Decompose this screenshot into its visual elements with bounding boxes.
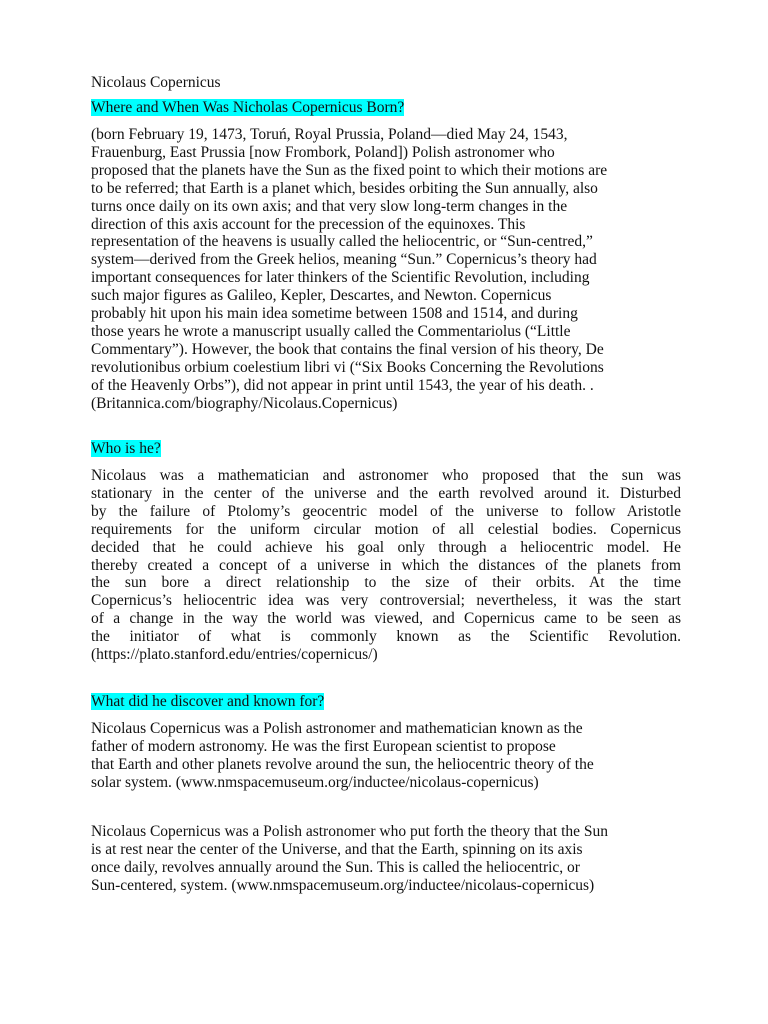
text-line: to be referred; that Earth is a planet which, besides orbiting the Sun annually, also [91,179,598,197]
text-line: probably hit upon his main idea sometime between 1508 and 1514, and during [91,305,578,323]
text-line: once daily, revolves annually around the Sun. This is called the heliocentric, or [91,858,580,876]
text-line: by the failure of Ptolomy’s geocentric model of the universe to follow Aristotle [91,502,681,520]
text-line: requirements for the uniform circular motion of all celestial bodies. Copernicus [91,520,681,538]
highlighted-heading-text: Who is he? [91,440,161,457]
section-heading-discover [91,693,324,711]
text-line: that Earth and other planets revolve around the sun, the heliocentric theory of the [91,755,594,773]
text-line: of the Heavenly Orbs”), did not appear in print until 1543, the year of his death. . [91,376,594,394]
text-line: decided that he could achieve his goal only through a heliocentric model. He [91,538,681,556]
text-line: system—derived from the Greek helios, meaning “Sun.” Copernicus’s theory had [91,251,597,269]
text-line: solar system. (www.nmspacemuseum.org/inductee/nicolaus-copernicus) [91,773,539,791]
highlighted-heading-text: What did he discover and known for? [91,693,325,710]
text-line: the sun bore a direct relationship to the size of their orbits. At the time [91,574,681,592]
section-heading-who [91,440,161,458]
text-line: those years he wrote a manuscript usually called the Commentariolus (“Little [91,322,571,340]
paragraph-who [91,467,681,664]
text-line: Sun-centered, system. (www.nmspacemuseum.org/inductee/nicolaus-copernicus) [91,876,595,894]
text-line: father of modern astronomy. He was the first European scientist to propose [91,737,556,755]
text-line: the initiator of what is commonly known as the Scientific Revolution. [91,628,681,646]
text-line: (https://plato.stanford.edu/entries/copernicus/) [91,646,378,664]
text-line: important consequences for later thinkers of the Scientific Revolution, including [91,269,590,287]
text-line: direction of this axis account for the precession of the equinoxes. This [91,215,526,233]
text-line: Frauenburg, East Prussia [now Frombork, Poland]) Polish astronomer who [91,143,555,161]
text-line: Nicolaus was a mathematician and astronomer who proposed that the sun was [91,467,681,484]
text-line: Copernicus’s heliocentric idea was very controversial; nevertheless, it was the start [91,592,681,610]
text-line: Commentary”). However, the book that contains the final version of his theory, De [91,340,604,358]
document-title: Nicolaus Copernicus [91,74,221,91]
section-heading-born [91,99,404,117]
text-line: representation of the heavens is usually called the heliocentric, or “Sun-centred,” [91,233,593,251]
text-line: proposed that the planets have the Sun as the fixed point to which their motions are [91,161,608,179]
text-line: thereby created a concept of a universe in which the distances of the planets from [91,556,681,574]
text-line: revolutionibus orbium coelestium libri vi (“Six Books Concerning the Revolutions [91,358,604,376]
paragraph-born [91,126,681,413]
text-line: such major figures as Galileo, Kepler, Descartes, and Newton. Copernicus [91,287,552,305]
text-line: of a change in the way the world was viewed, and Copernicus came to be seen as [91,610,681,628]
text-line: Nicolaus Copernicus was a Polish astronomer and mathematician known as the [91,720,583,737]
text-line: stationary in the center of the universe and the earth revolved around it. Disturbed [91,484,681,502]
paragraph-discover-1 [91,720,681,792]
highlighted-heading-text: Where and When Was Nicholas Copernicus Born? [91,99,405,116]
text-line: (born February 19, 1473, Toruń, Royal Prussia, Poland—died May 24, 1543, [91,126,568,143]
text-line: turns once daily on its own axis; and that very slow long-term changes in the [91,197,568,215]
text-line: Nicolaus Copernicus was a Polish astronomer who put forth the theory that the Sun [91,823,609,840]
paragraph-discover-2 [91,823,681,895]
text-line: is at rest near the center of the Universe, and that the Earth, spinning on its axis [91,840,583,858]
text-line: (Britannica.com/biography/Nicolaus.Copernicus) [91,394,398,412]
